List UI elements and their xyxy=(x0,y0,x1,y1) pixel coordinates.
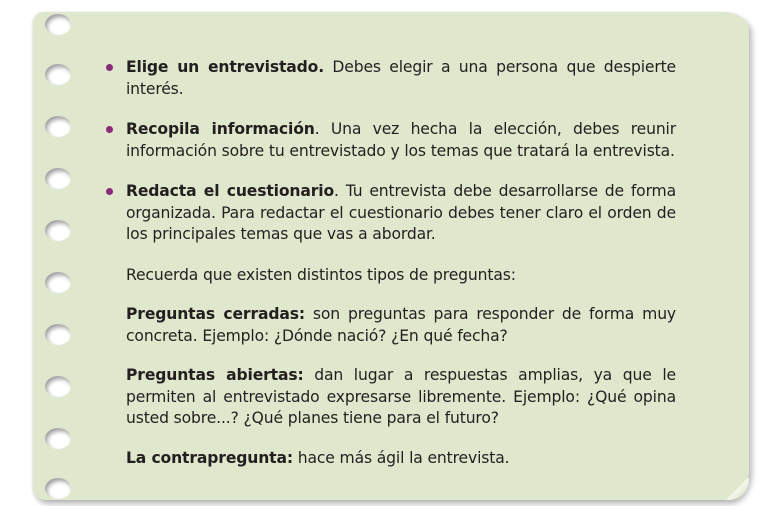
step-text: Debes elegir a una persona que despierte interés. xyxy=(126,58,676,98)
question-type-text: son preguntas para responder de forma muy concreta. Ejemplo: ¿Dónde nació? ¿En qué fecha? xyxy=(126,305,677,345)
binder-hole xyxy=(45,376,71,397)
step-term: Redacta el cuestionario xyxy=(126,182,335,200)
question-type-term: La contrapregunta: xyxy=(126,448,293,467)
binder-hole xyxy=(45,478,71,499)
binder-hole xyxy=(45,14,71,35)
question-type xyxy=(106,448,676,470)
binder-hole xyxy=(45,324,71,345)
question-types-intro: Recuerda que existen distintos tipos de preguntas: xyxy=(126,265,516,284)
bullet-dot-icon xyxy=(106,64,113,71)
interview-steps-text xyxy=(106,57,676,487)
binder-hole xyxy=(45,116,71,137)
binder-hole xyxy=(45,428,71,449)
bullet-dot-icon xyxy=(106,188,113,195)
step-term: Recopila información xyxy=(126,120,315,138)
question-type-term: Preguntas abiertas: xyxy=(126,366,304,384)
step-term: Elige un entrevistado. xyxy=(126,58,325,76)
question-type xyxy=(106,304,676,347)
binder-hole xyxy=(45,220,71,241)
binder-hole xyxy=(45,64,71,85)
binder-hole xyxy=(45,168,71,189)
step-item xyxy=(106,57,676,100)
question-type-text: dan lugar a respuestas amplias, ya que le permiten al entrevistado expresarse libremente. Ejemplo: ¿Qué opina usted sobre...? ¿Qué planes tiene para el futuro? xyxy=(126,366,676,427)
page-curl xyxy=(727,478,749,500)
step-text: . Una vez hecha la elección, debes reunir información sobre tu entrevistado y los temas que tratará la entrevista. xyxy=(126,120,677,160)
step-text: . Tu entrevista debe desarrollarse de forma organizada. Para redactar el cuestionario debes tener claro el orden de los principales temas que vas a abordar. xyxy=(126,182,676,243)
question-type xyxy=(106,365,676,430)
question-type-text: hace más ágil la entrevista. xyxy=(292,448,510,467)
step-item xyxy=(106,119,676,162)
binder-hole xyxy=(45,272,71,293)
step-item xyxy=(106,181,676,246)
question-type-term: Preguntas cerradas: xyxy=(126,305,305,323)
bullet-dot-icon xyxy=(106,126,113,133)
